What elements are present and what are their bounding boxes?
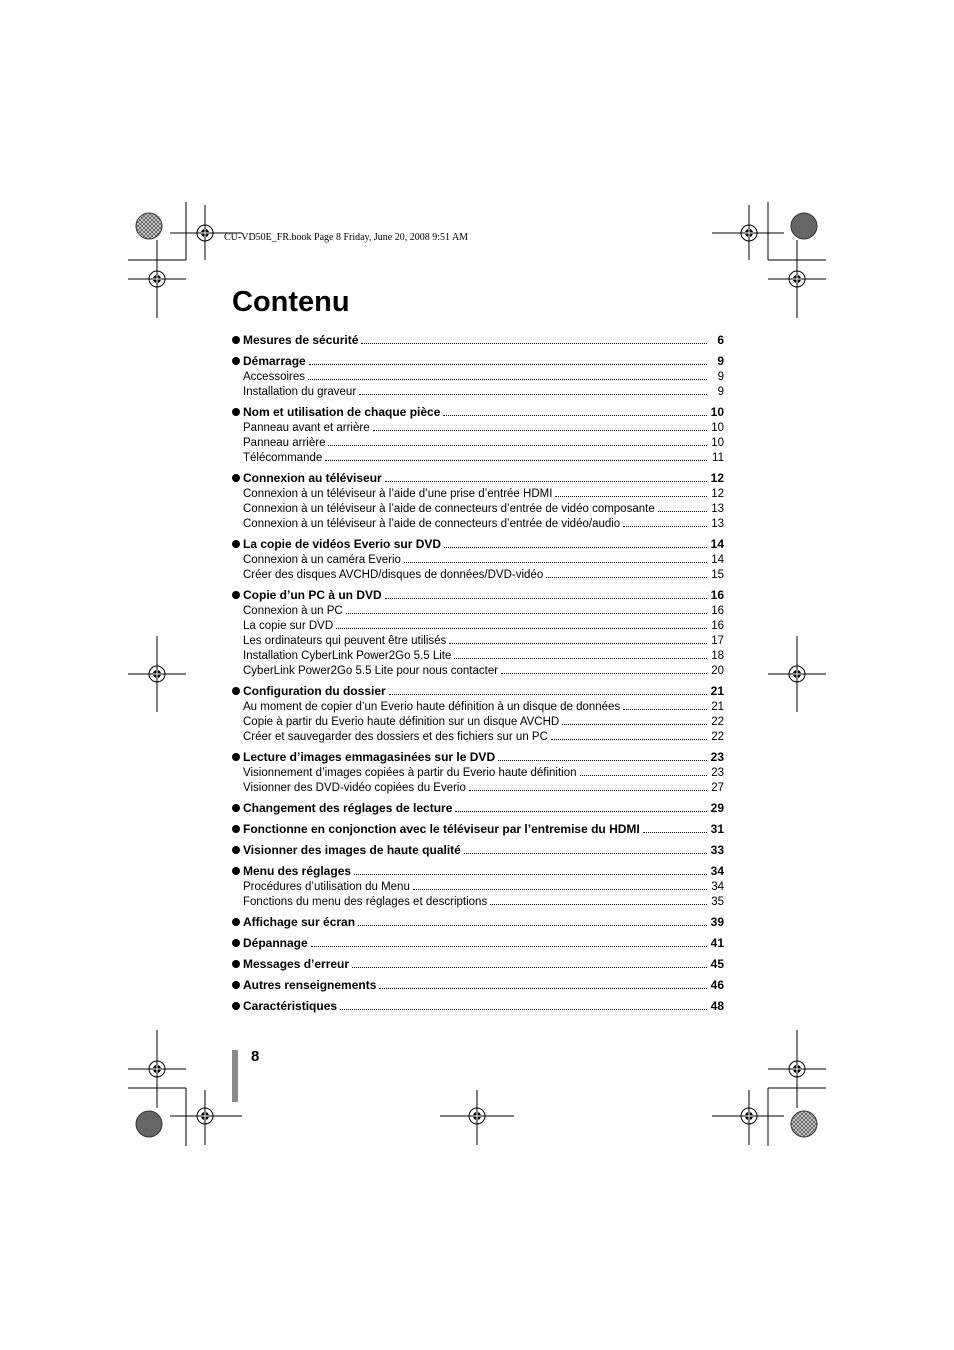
toc-page-number: 21 — [711, 701, 724, 713]
toc-subsection-entry[interactable] — [232, 764, 724, 779]
toc-page-number: 23 — [711, 767, 724, 779]
toc-subsection-label: Connexion à un téléviseur à l’aide d’une prise d’entrée HDMI — [243, 488, 553, 500]
dot-leader — [643, 831, 707, 833]
toc-subsection-entry[interactable] — [232, 893, 724, 908]
toc-subsection-label: Panneau avant et arrière — [243, 422, 370, 434]
dot-leader — [449, 642, 707, 644]
dot-leader — [562, 723, 707, 725]
toc-section-entry[interactable] — [232, 532, 724, 551]
dot-leader — [336, 627, 707, 629]
toc-page-number: 10 — [711, 437, 724, 449]
toc-subsection-entry[interactable] — [232, 632, 724, 647]
toc-page-number: 16 — [710, 588, 724, 602]
page-number: 8 — [251, 1048, 260, 1065]
toc-section-label: Démarrage — [243, 354, 306, 368]
bullet-icon — [232, 753, 240, 761]
toc-page-number: 27 — [711, 782, 724, 794]
toc-page-number: 9 — [717, 354, 724, 368]
toc-section-entry[interactable] — [232, 973, 724, 992]
toc-subsection-entry[interactable] — [232, 617, 724, 632]
toc-subsection-entry[interactable] — [232, 551, 724, 566]
toc-section-label: Lecture d’images emmagasinées sur le DVD — [243, 750, 496, 764]
dot-leader — [464, 852, 707, 854]
toc-page-number: 12 — [711, 488, 724, 500]
toc-page-number: 9 — [717, 386, 724, 398]
toc-subsection-label: Les ordinateurs qui peuvent être utilisés — [243, 635, 447, 647]
dot-leader — [623, 525, 707, 527]
toc-subsection-label: Installation CyberLink Power2Go 5.5 Lite — [243, 650, 452, 662]
toc-subsection-label: Créer des disques AVCHD/disques de données/DVD-vidéo — [243, 569, 544, 581]
toc-page-number: 14 — [710, 537, 724, 551]
bullet-icon — [232, 1002, 240, 1010]
toc-section-entry[interactable] — [232, 931, 724, 950]
dot-leader — [328, 444, 707, 446]
toc-section-entry[interactable] — [232, 583, 724, 602]
toc-subsection-entry[interactable] — [232, 500, 724, 515]
toc-page-number: 16 — [711, 620, 724, 632]
toc-page-number: 18 — [711, 650, 724, 662]
dot-leader — [340, 1008, 707, 1010]
toc-subsection-entry[interactable] — [232, 779, 724, 794]
toc-subsection-entry[interactable] — [232, 647, 724, 662]
toc-section-label: Caractéristiques — [243, 999, 338, 1013]
toc-section-entry[interactable] — [232, 910, 724, 929]
bullet-icon — [232, 408, 240, 416]
dot-leader — [385, 480, 707, 482]
toc-subsection-label: Visionner des DVD-vidéo copiées du Everio — [243, 782, 466, 794]
toc-subsection-entry[interactable] — [232, 662, 724, 677]
dot-leader — [455, 810, 707, 812]
toc-section-entry[interactable] — [232, 796, 724, 815]
toc-page-number: 21 — [710, 684, 724, 698]
toc-page-number: 13 — [711, 518, 724, 530]
toc-subsection-label: Télécommande — [243, 452, 323, 464]
bullet-icon — [232, 804, 240, 812]
toc-page-number: 45 — [710, 957, 724, 971]
bullet-icon — [232, 825, 240, 833]
toc-subsection-label: Panneau arrière — [243, 437, 326, 449]
bullet-icon — [232, 336, 240, 344]
toc-subsection-entry[interactable] — [232, 728, 724, 743]
toc-subsection-label: Accessoires — [243, 371, 305, 383]
toc-section-label: Autres renseignements — [243, 978, 377, 992]
toc-page-number: 39 — [710, 915, 724, 929]
toc-page-number: 13 — [711, 503, 724, 515]
toc-subsection-label: Connexion à un PC — [243, 605, 343, 617]
toc-page-number: 15 — [711, 569, 724, 581]
toc-section-entry[interactable] — [232, 838, 724, 857]
toc-section-entry[interactable] — [232, 400, 724, 419]
toc-subsection-entry[interactable] — [232, 485, 724, 500]
dot-leader — [308, 378, 707, 380]
toc-section-entry[interactable] — [232, 349, 724, 368]
dot-leader — [358, 924, 707, 926]
toc-page-number: 16 — [711, 605, 724, 617]
dot-leader — [490, 903, 707, 905]
toc-subsection-label: Connexion à un caméra Everio — [243, 554, 401, 566]
toc-page-number: 11 — [712, 452, 724, 464]
dot-leader — [346, 612, 707, 614]
toc-section-label: Dépannage — [243, 936, 308, 950]
toc-section-entry[interactable] — [232, 817, 724, 836]
bullet-icon — [232, 687, 240, 695]
toc-section-label: Messages d’erreur — [243, 957, 350, 971]
toc-page-number: 12 — [710, 471, 724, 485]
toc-page-number: 20 — [711, 665, 724, 677]
toc-subsection-label: Visionnement d’images copiées à partir du Everio haute définition — [243, 767, 577, 779]
dot-leader — [385, 597, 707, 599]
toc-page-number: 48 — [710, 999, 724, 1013]
dot-leader — [359, 393, 707, 395]
toc-section-entry[interactable] — [232, 466, 724, 485]
toc-subsection-label: Fonctions du menu des réglages et descriptions — [243, 896, 488, 908]
toc-section-label: Copie d’un PC à un DVD — [243, 588, 382, 602]
toc-section-label: Mesures de sécurité — [243, 333, 359, 347]
print-header-line: CU-VD50E_FR.book Page 8 Friday, June 20, 2008 9:51 AM — [224, 232, 469, 243]
dot-leader — [444, 546, 707, 548]
dot-leader — [551, 738, 707, 740]
toc-subsection-label: La copie sur DVD — [243, 620, 334, 632]
bullet-icon — [232, 960, 240, 968]
bullet-icon — [232, 474, 240, 482]
bullet-icon — [232, 591, 240, 599]
dot-leader — [413, 888, 707, 890]
dot-leader — [311, 945, 707, 947]
dot-leader — [501, 672, 707, 674]
toc-section-label: Affichage sur écran — [243, 915, 356, 929]
dot-leader — [325, 459, 707, 461]
toc-subsection-entry[interactable] — [232, 383, 724, 398]
toc-section-label: Nom et utilisation de chaque pièce — [243, 405, 441, 419]
toc-section-entry[interactable] — [232, 328, 724, 347]
bullet-icon — [232, 918, 240, 926]
page-number-bar — [232, 1050, 238, 1102]
bullet-icon — [232, 867, 240, 875]
toc-subsection-label: Au moment de copier d’un Everio haute définition à un disque de données — [243, 701, 621, 713]
toc-page-number: 33 — [710, 843, 724, 857]
toc-page-number: 35 — [711, 896, 724, 908]
toc-page-number: 14 — [711, 554, 724, 566]
toc-subsection-entry[interactable] — [232, 878, 724, 893]
bullet-icon — [232, 357, 240, 365]
toc-page-number: 23 — [710, 750, 724, 764]
toc-section-label: Menu des réglages — [243, 864, 352, 878]
dot-leader — [379, 987, 707, 989]
toc-page-number: 31 — [710, 822, 724, 836]
toc-subsection-label: Installation du graveur — [243, 386, 357, 398]
toc-section-label: Changement des réglages de lecture — [243, 801, 453, 815]
toc-section-label: Configuration du dossier — [243, 684, 386, 698]
dot-leader — [658, 510, 707, 512]
toc-subsection-label: Créer et sauvegarder des dossiers et des fichiers sur un PC — [243, 731, 548, 743]
bullet-icon — [232, 540, 240, 548]
toc-section-label: Visionner des images de haute qualité — [243, 843, 461, 857]
toc-subsection-label: Connexion à un téléviseur à l’aide de connecteurs d’entrée de vidéo/audio — [243, 518, 621, 530]
toc-page-number: 34 — [710, 864, 724, 878]
dot-leader — [361, 342, 707, 344]
toc-subsection-entry[interactable] — [232, 434, 724, 449]
table-of-contents — [232, 328, 724, 1013]
page-title: Contenu — [232, 286, 350, 318]
dot-leader — [404, 561, 707, 563]
toc-page-number: 10 — [711, 422, 724, 434]
toc-page-number: 10 — [710, 405, 724, 419]
toc-subsection-entry[interactable] — [232, 515, 724, 530]
dot-leader — [546, 576, 707, 578]
toc-section-entry[interactable] — [232, 745, 724, 764]
bullet-icon — [232, 981, 240, 989]
toc-subsection-label: Connexion à un téléviseur à l’aide de connecteurs d’entrée de vidéo composante — [243, 503, 655, 515]
dot-leader — [354, 873, 707, 875]
toc-section-entry[interactable] — [232, 859, 724, 878]
dot-leader — [498, 759, 707, 761]
toc-subsection-entry[interactable] — [232, 713, 724, 728]
toc-page-number: 46 — [710, 978, 724, 992]
toc-page-number: 9 — [717, 371, 724, 383]
toc-subsection-label: CyberLink Power2Go 5.5 Lite pour nous contacter — [243, 665, 499, 677]
dot-leader — [373, 429, 707, 431]
dot-leader — [469, 789, 707, 791]
dot-leader — [352, 966, 707, 968]
dot-leader — [309, 363, 707, 365]
toc-subsection-entry[interactable] — [232, 368, 724, 383]
toc-page-number: 22 — [711, 716, 724, 728]
toc-section-entry[interactable] — [232, 994, 724, 1013]
toc-section-entry[interactable] — [232, 679, 724, 698]
toc-subsection-entry[interactable] — [232, 566, 724, 581]
toc-subsection-label: Procédures d’utilisation du Menu — [243, 881, 410, 893]
toc-page-number: 17 — [711, 635, 724, 647]
dot-leader — [623, 708, 707, 710]
toc-page-number: 29 — [710, 801, 724, 815]
toc-section-label: La copie de vidéos Everio sur DVD — [243, 537, 442, 551]
toc-subsection-label: Copie à partir du Everio haute définition sur un disque AVCHD — [243, 716, 560, 728]
toc-section-label: Fonctionne en conjonction avec le téléviseur par l’entremise du HDMI — [243, 822, 640, 836]
toc-subsection-entry[interactable] — [232, 602, 724, 617]
bullet-icon — [232, 939, 240, 947]
bullet-icon — [232, 846, 240, 854]
toc-subsection-entry[interactable] — [232, 419, 724, 434]
dot-leader — [555, 495, 707, 497]
toc-page-number: 22 — [711, 731, 724, 743]
toc-page-number: 41 — [710, 936, 724, 950]
dot-leader — [580, 774, 708, 776]
toc-section-label: Connexion au téléviseur — [243, 471, 382, 485]
toc-page-number: 34 — [711, 881, 724, 893]
toc-subsection-entry[interactable] — [232, 449, 724, 464]
toc-section-entry[interactable] — [232, 952, 724, 971]
toc-page-number: 6 — [717, 333, 724, 347]
dot-leader — [443, 414, 707, 416]
dot-leader — [389, 693, 707, 695]
toc-subsection-entry[interactable] — [232, 698, 724, 713]
dot-leader — [454, 657, 707, 659]
